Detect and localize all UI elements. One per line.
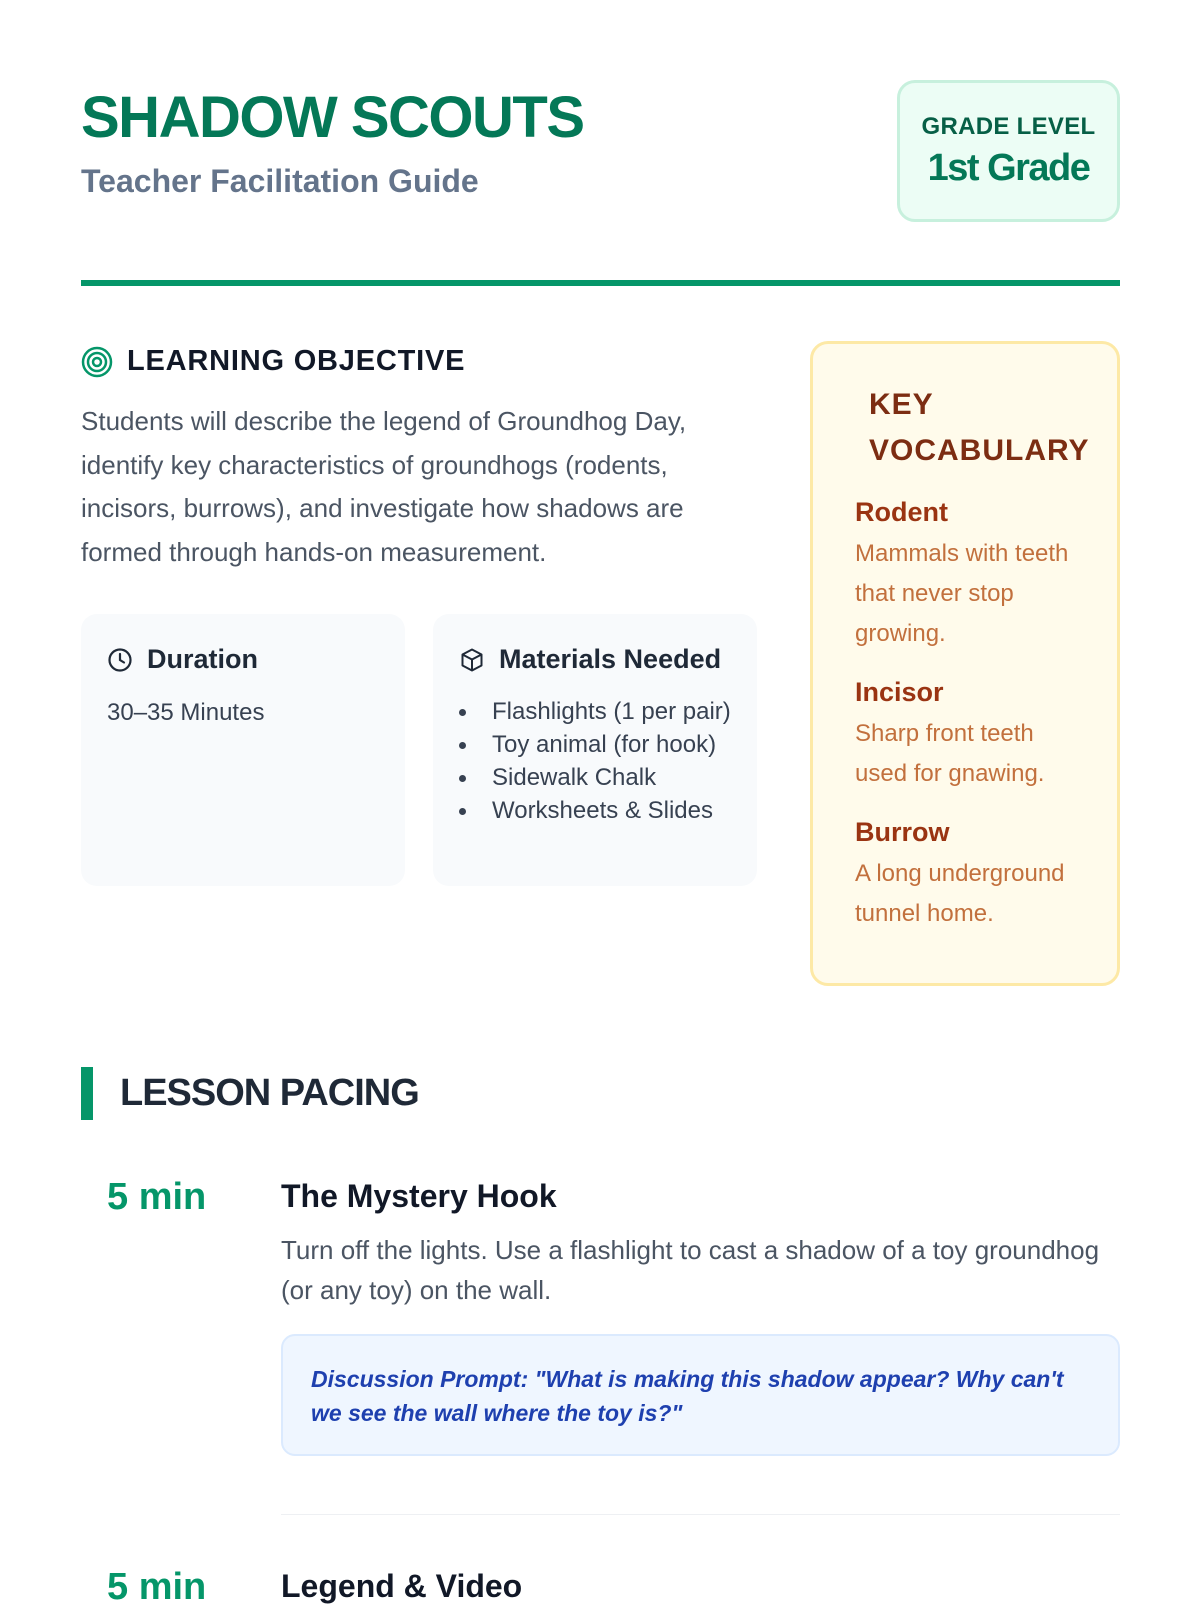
list-item: Worksheets & Slides <box>459 794 731 827</box>
step-description: Turn off the lights. Use a flashlight to cast a shadow of a toy groundhog (or any toy) on the wall. <box>281 1235 1100 1305</box>
duration-heading: Duration <box>147 644 258 674</box>
step-title: Legend & Video <box>281 1568 523 1604</box>
list-item: Flashlights (1 per pair) <box>459 695 731 728</box>
step-title: The Mystery Hook <box>281 1178 557 1214</box>
page-subtitle: Teacher Facilitation Guide <box>81 163 479 199</box>
duration-card <box>81 614 405 886</box>
grade-level-value: 1st Grade <box>927 147 1090 189</box>
vocab-definition: Mammals with teeth that never stop growing. <box>855 540 1069 647</box>
section-accent-bar <box>81 1067 93 1120</box>
learning-objective-heading: LEARNING OBJECTIVE <box>127 345 466 377</box>
materials-list <box>459 695 731 827</box>
lesson-pacing-heading: LESSON PACING <box>120 1072 419 1114</box>
vocab-definition: Sharp front teeth used for gnawing. <box>855 720 1045 787</box>
target-icon <box>81 346 113 378</box>
lesson-pacing-header <box>81 1067 419 1120</box>
step-duration: 5 min <box>107 1566 207 1608</box>
duration-value: 30–35 Minutes <box>107 699 265 726</box>
vocab-term: Rodent <box>855 497 948 527</box>
list-item: Toy animal (for hook) <box>459 728 731 761</box>
step-divider <box>281 1514 1120 1515</box>
box-icon <box>459 647 485 673</box>
materials-card <box>433 614 757 886</box>
materials-heading: Materials Needed <box>499 644 722 674</box>
header-divider <box>81 280 1120 286</box>
vocab-term: Burrow <box>855 817 950 847</box>
discussion-prompt: Discussion Prompt: "What is making this shadow appear? Why can't we see the wall where the toy is?" <box>281 1334 1120 1456</box>
vocab-definition: A long underground tunnel home. <box>855 860 1065 927</box>
key-vocabulary-card <box>810 341 1120 986</box>
grade-level-card <box>897 80 1120 222</box>
learning-objective-section <box>81 345 751 574</box>
header <box>81 80 1120 280</box>
grade-level-label: GRADE LEVEL <box>921 113 1096 140</box>
step-duration: 5 min <box>107 1176 207 1218</box>
list-item: Sidewalk Chalk <box>459 761 731 794</box>
key-vocabulary-heading: KEY VOCABULARY <box>869 388 1090 467</box>
learning-objective-text: Students will describe the legend of Groundhog Day, identify key characteristics of groundhogs (rodents, incisors, burrows), and investigate how shadows are formed through hands-on measurement. <box>81 406 687 567</box>
vocab-term: Incisor <box>855 677 944 707</box>
vocabulary-list <box>855 494 1079 934</box>
page-title: SHADOW SCOUTS <box>81 85 584 150</box>
clock-icon <box>107 647 133 673</box>
